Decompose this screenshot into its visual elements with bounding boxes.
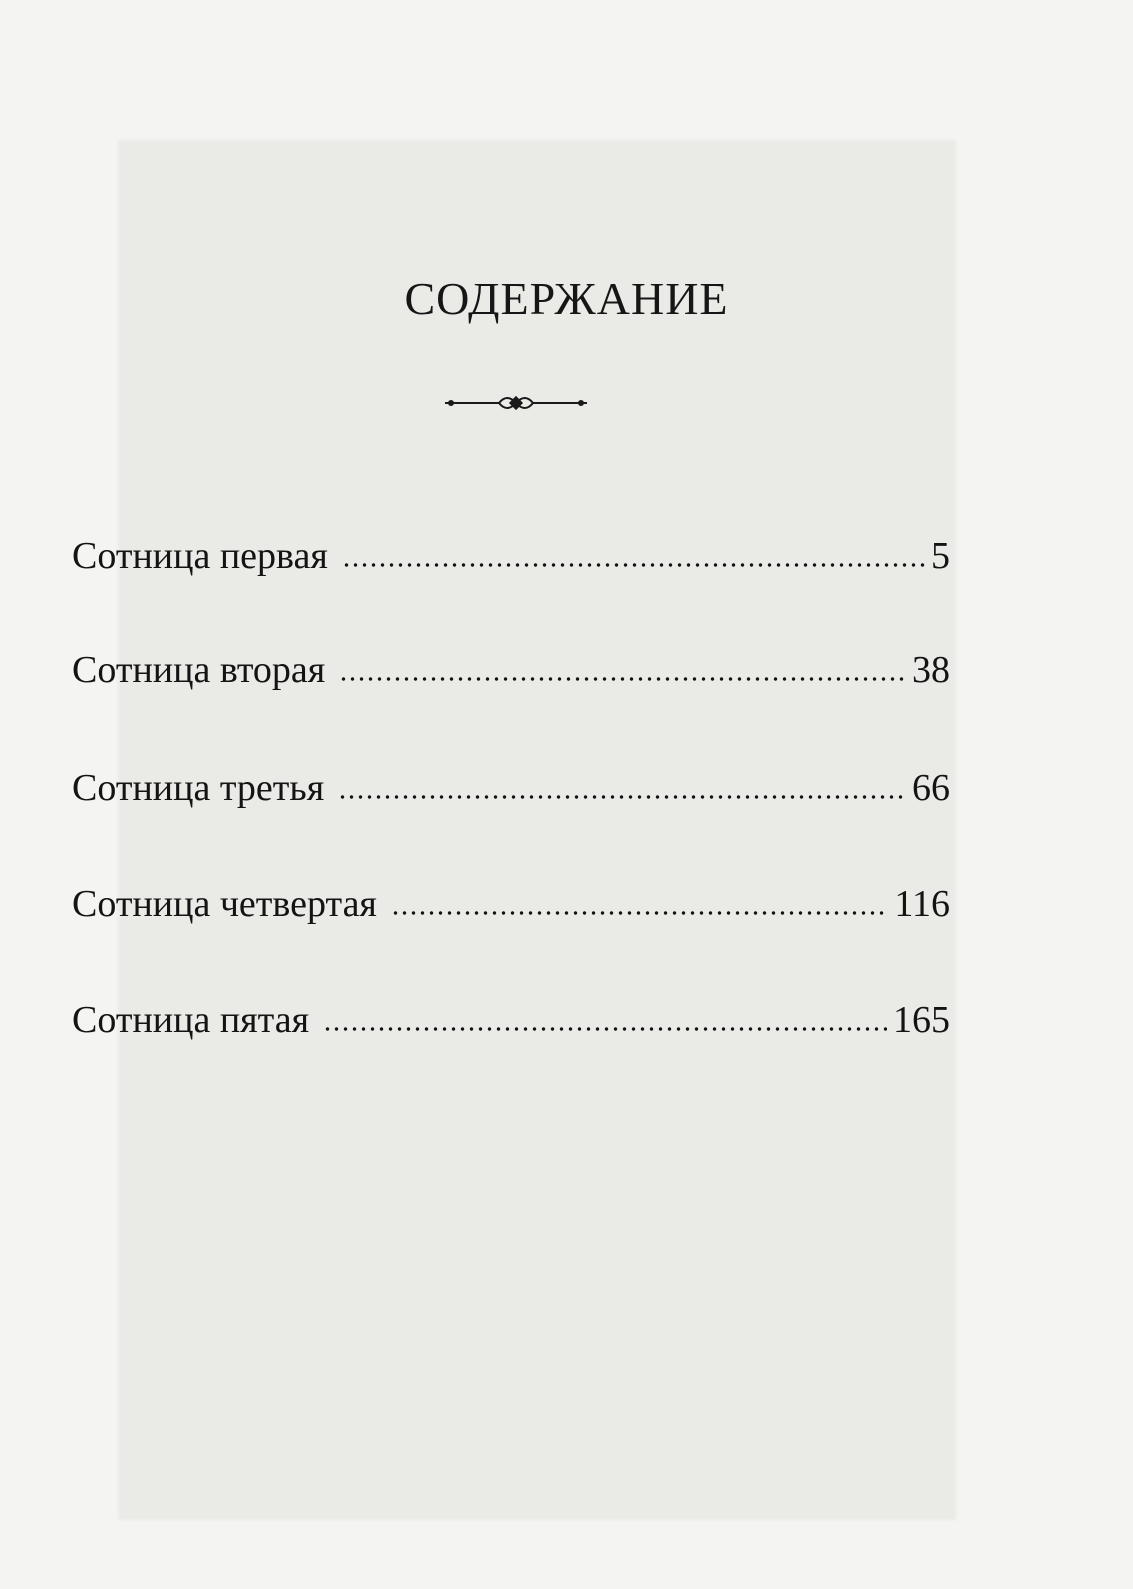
toc-entry-page: 116 (894, 883, 950, 925)
toc-entry[interactable] (72, 526, 950, 586)
toc-entry-page: 38 (912, 649, 950, 691)
dot-leader (342, 558, 925, 572)
toc-entry[interactable] (72, 990, 950, 1050)
toc-entry-title: Сотница первая (72, 535, 328, 577)
toc-entry-page: 66 (912, 767, 950, 809)
toc-entry-title: Сотница вторая (72, 649, 326, 691)
toc-entry-title: Сотница третья (72, 767, 325, 809)
toc-entry-page: 165 (893, 999, 950, 1041)
reverse-side-show-through (118, 140, 956, 1520)
dot-leader (338, 790, 906, 804)
toc-entry-page: 5 (931, 535, 950, 577)
toc-entry[interactable] (72, 874, 950, 934)
dot-leader (339, 672, 906, 686)
page-title: СОДЕРЖАНИЕ (404, 273, 729, 324)
toc-entry[interactable] (72, 758, 950, 818)
flourish-divider-icon (441, 388, 591, 418)
dot-leader (391, 906, 888, 920)
toc-entry[interactable] (72, 640, 950, 700)
dot-leader (323, 1022, 887, 1036)
toc-entry-title: Сотница четвертая (72, 883, 377, 925)
toc-entry-title: Сотница пятая (72, 999, 310, 1041)
